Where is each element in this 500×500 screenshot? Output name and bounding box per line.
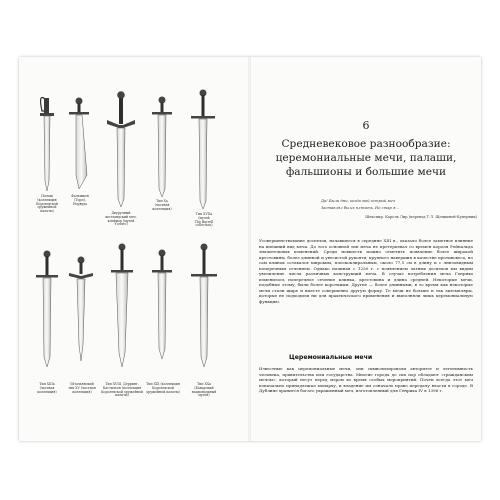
- section-heading: Церемониальные мечи: [289, 354, 373, 361]
- claymore-illustration: [107, 91, 135, 207]
- caption-broadsword: Палаш (коллекция Королевской оружейной палаты): [36, 194, 58, 214]
- book-spread: [19, 57, 481, 441]
- caption-type-xa: Тип Xa (частная коллекция): [152, 199, 172, 211]
- body-paragraph: Усовершенствование доспехов, начавшееся в середине XIII в., оказало более заметное влияние на внешний вид меча. До того основной тип меча не претерпевал со времен короля Рейнальда значительных изменений. Среди новшеств можно отметить появление более широкой крестовины, более длинной и увесистой рукояти, крупного навершия в качестве противовеса, но сам клинок оставался широким, плоскоклиральным, около 77,5 см в длину и с линзовидным поперечным сечением. Однако начиная с 1250 г. с появлением латных доспехов мы видим увеличение числа различных конструкций меча. В случае потребления меча Генриха изменилось поперечное сечение клинка, крестовина и длина средней. Некоторые мечи, подобные этому, были более короткими. Другие — более длинными, в то время как некоторые мечи стали шире и вместе совершенно другую форму. Те мечи не больше и так экземпляры, которые не подходили ни для практического применения и выполняли лишь церемониальную функцию.: [259, 238, 473, 305]
- type-xviia-sword-illustration: [191, 90, 215, 210]
- caption-type-xix: Тип XIX (коллекция Королевской оружейной палаты): [146, 382, 180, 394]
- caption-type-xxa: Тип XXa (Баварский национальный музей): [191, 382, 217, 398]
- left-page: [19, 57, 249, 441]
- type-xa-sword-illustration: [152, 97, 172, 198]
- type-xxa-sword-illustration: [191, 244, 217, 368]
- caption-type-xviii: Тип XVIII, Дерринг, Кастильон (коллекция Королевской оружейной палаты): [101, 382, 143, 398]
- epigraph-source: Шекспир. Король Лир (перевод Т.Л. Щепкиной-Куперник): [365, 215, 477, 219]
- right-page: [251, 57, 481, 441]
- chapter-number: 6: [362, 119, 370, 132]
- caption-type-xviia: Тип XVIIa (музей The Burrell collection): [194, 212, 214, 228]
- type-xviii-sword-illustration: [111, 244, 133, 368]
- chapter-title: Средневековое разнообразие: церемониальные мечи, палаши, фальшионы и большие мечи: [275, 138, 457, 178]
- falchion-illustration: [69, 98, 89, 190]
- caption-italian-type-xv: (Итальянский тип XV (частная коллекция): [68, 382, 96, 394]
- body-paragraph: Известные как церемониальные мечи, они символизировали авторитет и легитимность человека, правительства или государства. Многие города до сих пор обладают «гражданским мечом», который несут перед мэром во время особых мероприятий. Почти всегда этот меч изначально принадлежал монарху, и владение им означало право передачу власти в городе. В Дублине хранится богато украшенный меч, изготовленный для Генриха IV в 1396 г.: [259, 366, 473, 394]
- epigraph-line: Заставлял бы их плясать. Но стар я...: [321, 206, 399, 210]
- caption-type-xiiia: Тип XIIIa (частная коллекция): [37, 382, 57, 394]
- caption-claymore: Двуручный шотландский меч, клеймор (музей Уоллес): [105, 211, 137, 227]
- caption-falchion: Фальшион (Торп), Норвуда: [71, 194, 89, 206]
- broadsword-illustration: [40, 98, 54, 192]
- type-xix-sword-illustration: [152, 250, 172, 360]
- type-xiiia-sword-illustration: [36, 251, 58, 368]
- epigraph-line: Да! Были дни, когда мой острый меч: [321, 199, 395, 203]
- italian-type-xv-sword-illustration: [69, 257, 93, 362]
